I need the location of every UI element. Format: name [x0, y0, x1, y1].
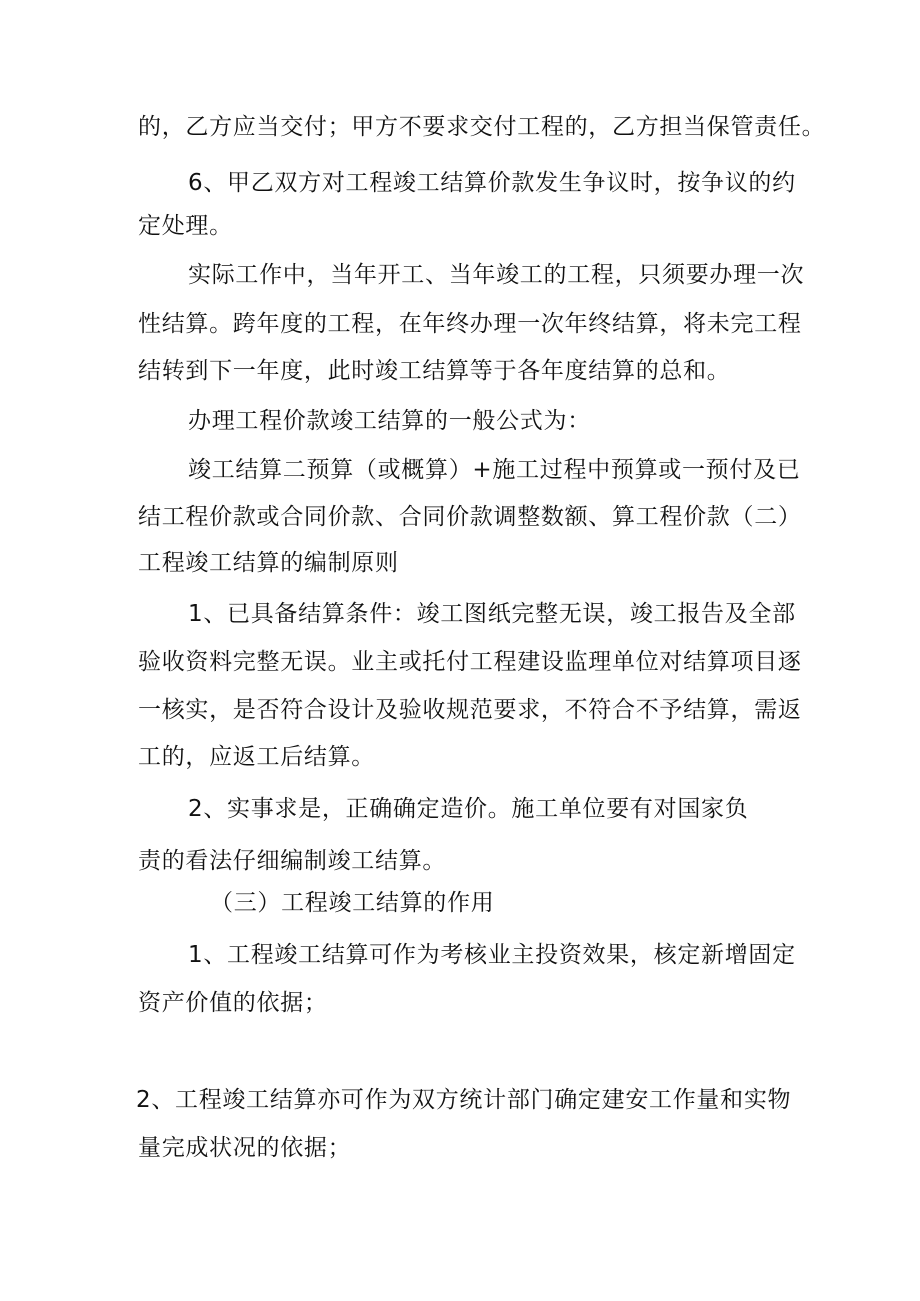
text-line: 工程竣工结算的编制原则: [138, 550, 399, 576]
text-line: 2、工程竣工结算亦可作为双方统计部门确定建安工作量和实物: [136, 1087, 792, 1113]
text-line: 工的，应返工后结算。: [138, 744, 375, 770]
text-line: 结工程价款或合同价款、合同价款调整数额、算工程价款（二）: [138, 504, 802, 530]
text-line: 的，乙方应当交付；甲方不要求交付工程的，乙方担当保管责任。: [138, 114, 826, 140]
text-line: 性结算。跨年度的工程，在年终办理一次年终结算，将未完工程: [138, 311, 802, 337]
text-line: 定处理。: [138, 213, 233, 239]
text-line: 结转到下一年度，此时竣工结算等于各年度结算的总和。: [138, 358, 731, 384]
text-line: 2、实事求是，正确确定造价。施工单位要有对国家负: [188, 796, 749, 822]
text-line: 实际工作中，当年开工、当年竣工的工程，只须要办理一次: [188, 262, 805, 288]
text-line: 竣工结算二预算（或概算）+施工过程中预算或一预付及已: [188, 457, 801, 483]
text-line: 资产价值的依据；: [138, 990, 328, 1016]
section-heading: （三）工程竣工结算的作用: [210, 890, 495, 916]
text-line: 1、工程竣工结算可作为考核业主投资效果，核定新增固定: [188, 942, 796, 968]
text-line: 验收资料完整无误。业主或托付工程建设监理单位对结算项目逐: [138, 649, 802, 675]
text-line: 一核实，是否符合设计及验收规范要求，不符合不予结算，需返: [138, 697, 802, 723]
text-line: 办理工程价款竣工结算的一般公式为：: [188, 408, 591, 434]
text-line: 责的看法仔细编制竣工结算。: [138, 848, 447, 874]
text-line: 6、甲乙双方对工程竣工结算价款发生争议时，按争议的约: [188, 170, 796, 196]
text-line: 量完成状况的依据；: [138, 1135, 352, 1161]
text-line: 1、已具备结算条件：竣工图纸完整无误，竣工报告及全部: [188, 601, 796, 627]
